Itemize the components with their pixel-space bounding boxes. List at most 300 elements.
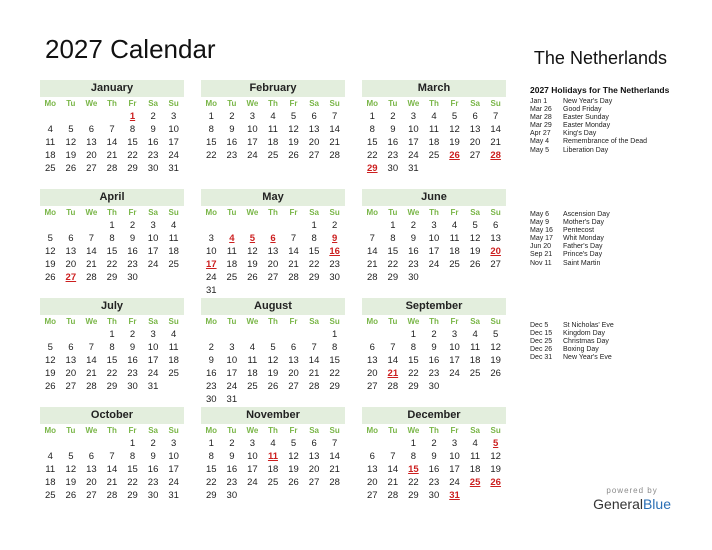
empty-day-cell	[485, 271, 506, 284]
day-cell: 11	[268, 124, 278, 135]
weekday-label: Fr	[289, 426, 298, 435]
weekday-label: Sa	[470, 426, 480, 435]
day-cell: 17	[205, 259, 217, 270]
day-cell: 26	[65, 163, 77, 174]
day-cell: 3	[451, 329, 458, 340]
day-cell: 31	[408, 163, 419, 174]
day-cell: 20	[65, 259, 77, 270]
day-cell: 13	[65, 355, 77, 366]
weekday-label: Su	[490, 317, 501, 326]
weekday-label: Tu	[388, 208, 398, 217]
holidays-title: 2027 Holidays for The Netherlands	[530, 85, 670, 95]
day-cell: 15	[308, 246, 320, 257]
day-cell: 1	[109, 220, 115, 231]
day-cell: 21	[490, 137, 501, 148]
day-cell: 29	[408, 381, 419, 392]
day-cell: 22	[205, 150, 217, 161]
month-header: April	[40, 189, 184, 206]
weekday-label: Mo	[205, 208, 218, 217]
holiday-date: May 6	[530, 211, 550, 218]
day-cell: 17	[408, 137, 419, 148]
empty-day-cell	[242, 328, 263, 341]
month-january	[40, 80, 184, 175]
day-cell: 27	[86, 490, 97, 501]
day-cell: 30	[408, 272, 419, 283]
day-cell: 13	[65, 246, 77, 257]
weekday-label: Tu	[227, 208, 237, 217]
month-header: January	[40, 80, 184, 97]
month-november	[201, 407, 345, 502]
empty-day-cell	[81, 437, 102, 450]
weekday-label: Tu	[227, 317, 237, 326]
day-cell: 8	[390, 233, 396, 244]
day-cell: 16	[127, 355, 138, 366]
empty-day-cell	[242, 219, 263, 232]
day-cell: 22	[106, 259, 118, 270]
day-cell: 31	[168, 163, 179, 174]
week-row	[201, 232, 345, 245]
week-row	[362, 219, 506, 232]
weekday-label: Sa	[148, 317, 158, 326]
day-cell: 26	[44, 381, 56, 392]
week-row	[201, 271, 345, 284]
empty-day-cell	[40, 110, 61, 123]
weekday-label: Mo	[205, 317, 218, 326]
holiday-name: St Nicholas' Eve	[563, 322, 614, 329]
weekday-label: Tu	[66, 426, 76, 435]
month-august	[201, 298, 345, 406]
holiday-list	[530, 98, 647, 155]
week-row	[201, 258, 345, 271]
day-cell: 6	[270, 233, 276, 244]
weekday-label: Sa	[148, 208, 158, 217]
week-row	[362, 328, 506, 341]
day-cell: 4	[229, 233, 235, 244]
weekday-label: Tu	[66, 99, 76, 108]
day-cell: 18	[469, 355, 481, 366]
weekday-label: We	[407, 208, 420, 217]
day-cell: 21	[106, 477, 118, 488]
day-cell: 5	[493, 329, 499, 340]
holiday-entry	[530, 346, 614, 354]
holiday-entry	[530, 122, 647, 130]
day-cell: 18	[44, 150, 56, 161]
holiday-name: Prince's Day	[563, 251, 603, 259]
day-cell: 4	[171, 329, 177, 340]
day-cell: 2	[229, 111, 235, 122]
day-cell: 14	[86, 355, 97, 366]
day-cell: 10	[205, 246, 217, 257]
weekday-label: Fr	[450, 99, 459, 108]
month-february	[201, 80, 345, 162]
day-cell: 20	[86, 477, 97, 488]
day-cell: 23	[127, 368, 138, 379]
weekday-label: Sa	[148, 426, 158, 435]
empty-day-cell	[201, 219, 222, 232]
day-cell: 24	[449, 477, 460, 488]
day-cell: 28	[329, 150, 340, 161]
day-cell: 25	[267, 150, 279, 161]
day-cell: 22	[408, 477, 419, 488]
weekday-label: Su	[490, 426, 501, 435]
day-cell: 4	[47, 124, 53, 135]
empty-day-cell	[102, 110, 123, 123]
day-cell: 14	[288, 246, 299, 257]
day-cell: 11	[470, 342, 481, 353]
weekday-label: Mo	[366, 208, 379, 217]
day-cell: 15	[106, 246, 118, 257]
day-cell: 5	[47, 233, 53, 244]
week-row	[201, 328, 345, 341]
day-cell: 25	[267, 477, 279, 488]
empty-day-cell	[163, 271, 184, 284]
day-cell: 8	[369, 124, 375, 135]
empty-day-cell	[143, 271, 164, 284]
holiday-entry	[530, 354, 614, 362]
day-cell: 4	[171, 220, 177, 231]
holiday-date: Dec 25	[530, 338, 553, 346]
day-cell: 6	[290, 342, 297, 353]
day-cell: 22	[205, 477, 217, 488]
week-row	[40, 149, 184, 162]
week-row	[40, 110, 184, 123]
holiday-name: Easter Monday	[563, 122, 611, 130]
weekday-label: Su	[329, 317, 340, 326]
day-cell: 28	[308, 381, 320, 392]
weekday-label: Sa	[470, 99, 480, 108]
day-cell: 9	[410, 233, 417, 244]
day-cell: 4	[472, 329, 478, 340]
day-cell: 31	[205, 285, 217, 296]
weekday-label: Su	[168, 99, 179, 108]
day-cell: 6	[311, 111, 317, 122]
day-cell: 25	[449, 259, 460, 270]
weekday-label: Mo	[366, 317, 379, 326]
day-cell: 15	[127, 137, 138, 148]
empty-day-cell	[304, 393, 325, 406]
day-cell: 8	[208, 124, 214, 135]
holiday-name: New Year's Day	[563, 98, 613, 105]
empty-day-cell	[304, 489, 325, 502]
day-cell: 6	[472, 111, 478, 122]
day-cell: 11	[168, 233, 179, 244]
empty-day-cell	[263, 219, 284, 232]
week-row	[362, 271, 506, 284]
week-row	[40, 271, 184, 284]
week-row	[40, 437, 184, 450]
day-cell: 13	[267, 246, 279, 257]
holiday-date: Jan 1	[530, 98, 548, 105]
day-cell: 17	[449, 355, 460, 366]
day-cell: 22	[366, 150, 378, 161]
week-row	[201, 476, 345, 489]
empty-day-cell	[61, 219, 82, 232]
day-cell: 7	[332, 111, 338, 122]
day-cell: 27	[288, 381, 299, 392]
day-cell: 24	[147, 259, 159, 270]
week-row	[362, 437, 506, 450]
day-cell: 9	[431, 342, 437, 353]
day-cell: 4	[451, 220, 458, 231]
day-cell: 10	[449, 342, 460, 353]
day-cell: 2	[229, 438, 235, 449]
holiday-date: Nov 11	[530, 259, 552, 267]
day-cell: 7	[311, 342, 317, 353]
empty-day-cell	[102, 437, 123, 450]
day-cell: 1	[410, 329, 417, 340]
day-cell: 23	[428, 477, 440, 488]
day-cell: 27	[308, 150, 320, 161]
empty-day-cell	[465, 489, 486, 502]
week-row	[40, 123, 184, 136]
holiday-name: Saint Martin	[563, 259, 601, 267]
day-cell: 19	[288, 137, 299, 148]
empty-day-cell	[283, 328, 304, 341]
empty-day-cell	[283, 489, 304, 502]
day-cell: 31	[449, 490, 460, 501]
day-cell: 15	[127, 464, 138, 475]
day-cell: 13	[366, 464, 378, 475]
day-cell: 19	[247, 259, 258, 270]
day-cell: 7	[109, 451, 115, 462]
holiday-name: Remembrance of the Dead	[563, 138, 648, 146]
day-cell: 4	[270, 111, 276, 122]
day-cell: 30	[329, 272, 340, 283]
day-cell: 5	[290, 111, 297, 122]
weekday-label: Su	[490, 99, 501, 108]
day-cell: 21	[329, 464, 340, 475]
day-cell: 21	[86, 368, 97, 379]
weekday-label: Th	[268, 317, 278, 326]
holiday-entry	[530, 330, 614, 338]
holiday-list	[530, 211, 610, 268]
month-header: October	[40, 407, 184, 424]
day-cell: 18	[247, 368, 258, 379]
holiday-name: Kingdom Day	[563, 330, 606, 338]
weekday-label: Fr	[450, 208, 459, 217]
day-cell: 11	[470, 451, 481, 462]
day-cell: 5	[451, 111, 458, 122]
empty-day-cell	[222, 284, 243, 297]
weekday-label: We	[246, 426, 259, 435]
week-row	[201, 489, 345, 502]
day-cell: 24	[428, 259, 440, 270]
day-cell: 26	[449, 150, 460, 161]
day-cell: 14	[106, 137, 118, 148]
empty-day-cell	[444, 380, 465, 393]
holiday-name: Father's Day	[563, 243, 603, 251]
day-cell: 11	[45, 137, 56, 148]
day-cell: 3	[171, 438, 177, 449]
weekday-label: Sa	[309, 426, 319, 435]
day-cell: 27	[308, 477, 320, 488]
week-row	[362, 354, 506, 367]
day-cell: 9	[150, 451, 156, 462]
day-cell: 9	[332, 233, 338, 244]
country-name: The Netherlands	[533, 48, 667, 68]
day-cell: 7	[390, 342, 396, 353]
day-cell: 25	[247, 381, 258, 392]
holiday-date: Mar 26	[530, 106, 552, 114]
empty-day-cell	[362, 328, 383, 341]
day-cell: 21	[288, 259, 299, 270]
day-cell: 26	[288, 477, 299, 488]
holiday-name: New Year's Eve	[563, 354, 612, 362]
day-cell: 2	[129, 329, 136, 340]
day-cell: 20	[267, 259, 279, 270]
weekday-label: We	[407, 426, 420, 435]
day-cell: 17	[449, 464, 460, 475]
day-cell: 19	[490, 464, 501, 475]
day-cell: 19	[490, 355, 501, 366]
week-row	[40, 136, 184, 149]
month-march	[362, 80, 506, 175]
day-cell: 16	[428, 464, 440, 475]
day-cell: 30	[226, 490, 238, 501]
empty-day-cell	[444, 271, 465, 284]
empty-day-cell	[263, 328, 284, 341]
day-cell: 22	[408, 368, 419, 379]
day-cell: 28	[387, 490, 399, 501]
holiday-name: Liberation Day	[563, 146, 609, 154]
weekday-label: We	[407, 99, 420, 108]
weekday-label: Sa	[309, 208, 319, 217]
day-cell: 26	[267, 381, 279, 392]
day-cell: 28	[288, 272, 299, 283]
day-cell: 11	[449, 233, 460, 244]
day-cell: 22	[127, 150, 138, 161]
week-row	[201, 367, 345, 380]
day-cell: 4	[47, 451, 53, 462]
day-cell: 2	[410, 220, 417, 231]
day-cell: 4	[270, 438, 276, 449]
day-cell: 12	[65, 464, 77, 475]
day-cell: 15	[205, 137, 217, 148]
weekday-label: Mo	[205, 99, 218, 108]
day-cell: 29	[106, 381, 118, 392]
day-cell: 23	[329, 259, 340, 270]
month-july	[40, 298, 184, 393]
weekday-label: Su	[329, 99, 340, 108]
empty-day-cell	[485, 380, 506, 393]
day-cell: 1	[390, 220, 396, 231]
weekday-header-row	[362, 97, 506, 110]
day-cell: 27	[65, 272, 77, 283]
empty-day-cell	[324, 393, 345, 406]
day-cell: 12	[65, 137, 77, 148]
day-cell: 23	[147, 477, 159, 488]
weekday-label: Mo	[44, 99, 57, 108]
holiday-entry	[530, 211, 610, 219]
day-cell: 8	[311, 233, 317, 244]
empty-day-cell	[222, 328, 243, 341]
day-cell: 18	[449, 246, 460, 257]
day-cell: 19	[44, 368, 56, 379]
holiday-date: Jun 20	[530, 243, 552, 251]
day-cell: 29	[387, 272, 399, 283]
day-cell: 25	[226, 272, 238, 283]
day-cell: 20	[490, 246, 501, 257]
day-cell: 24	[147, 368, 159, 379]
week-row	[201, 354, 345, 367]
empty-day-cell	[61, 328, 82, 341]
month-header: March	[362, 80, 506, 97]
day-cell: 9	[431, 451, 437, 462]
weekday-label: Su	[168, 426, 179, 435]
weekday-header-row	[362, 315, 506, 328]
month-may	[201, 189, 345, 297]
week-row	[362, 463, 506, 476]
month-september	[362, 298, 506, 393]
week-row	[40, 162, 184, 175]
day-cell: 1	[129, 438, 136, 449]
day-cell: 7	[109, 124, 115, 135]
week-row	[362, 162, 506, 175]
day-cell: 10	[408, 124, 419, 135]
holiday-date: Dec 5	[530, 322, 549, 329]
day-cell: 27	[490, 259, 501, 270]
day-cell: 28	[366, 272, 378, 283]
weekday-label: Sa	[470, 208, 480, 217]
day-cell: 17	[168, 137, 179, 148]
weekday-header-row	[362, 206, 506, 219]
day-cell: 28	[490, 150, 501, 161]
day-cell: 2	[129, 220, 136, 231]
day-cell: 1	[109, 329, 115, 340]
empty-day-cell	[222, 219, 243, 232]
day-cell: 27	[366, 490, 378, 501]
empty-day-cell	[40, 219, 61, 232]
day-cell: 16	[226, 137, 238, 148]
week-row	[362, 380, 506, 393]
holiday-entry	[530, 138, 647, 146]
day-cell: 28	[86, 272, 97, 283]
day-cell: 21	[366, 259, 378, 270]
day-cell: 20	[86, 150, 97, 161]
week-row	[40, 367, 184, 380]
day-cell: 6	[369, 342, 375, 353]
day-cell: 5	[472, 220, 478, 231]
empty-day-cell	[465, 271, 486, 284]
weekday-label: Fr	[128, 208, 137, 217]
day-cell: 29	[205, 490, 217, 501]
empty-day-cell	[444, 162, 465, 175]
day-cell: 28	[106, 490, 118, 501]
day-cell: 13	[86, 464, 97, 475]
day-cell: 24	[449, 368, 460, 379]
holiday-name: Easter Sunday	[563, 114, 609, 122]
day-cell: 28	[106, 163, 118, 174]
day-cell: 26	[44, 272, 56, 283]
day-cell: 2	[431, 438, 437, 449]
holiday-name: Ascension Day	[563, 211, 610, 218]
day-cell: 11	[429, 124, 439, 135]
empty-day-cell	[362, 437, 383, 450]
day-cell: 16	[329, 246, 340, 257]
day-cell: 12	[247, 246, 258, 257]
day-cell: 24	[168, 477, 179, 488]
month-header: September	[362, 298, 506, 315]
day-cell: 3	[171, 111, 177, 122]
weekday-header-row	[201, 424, 345, 437]
day-cell: 7	[88, 342, 95, 353]
day-cell: 26	[288, 150, 299, 161]
weekday-label: Fr	[128, 99, 137, 108]
holiday-date: May 17	[530, 235, 553, 243]
day-cell: 24	[247, 150, 258, 161]
day-cell: 15	[205, 464, 217, 475]
weekday-label: Th	[107, 426, 117, 435]
